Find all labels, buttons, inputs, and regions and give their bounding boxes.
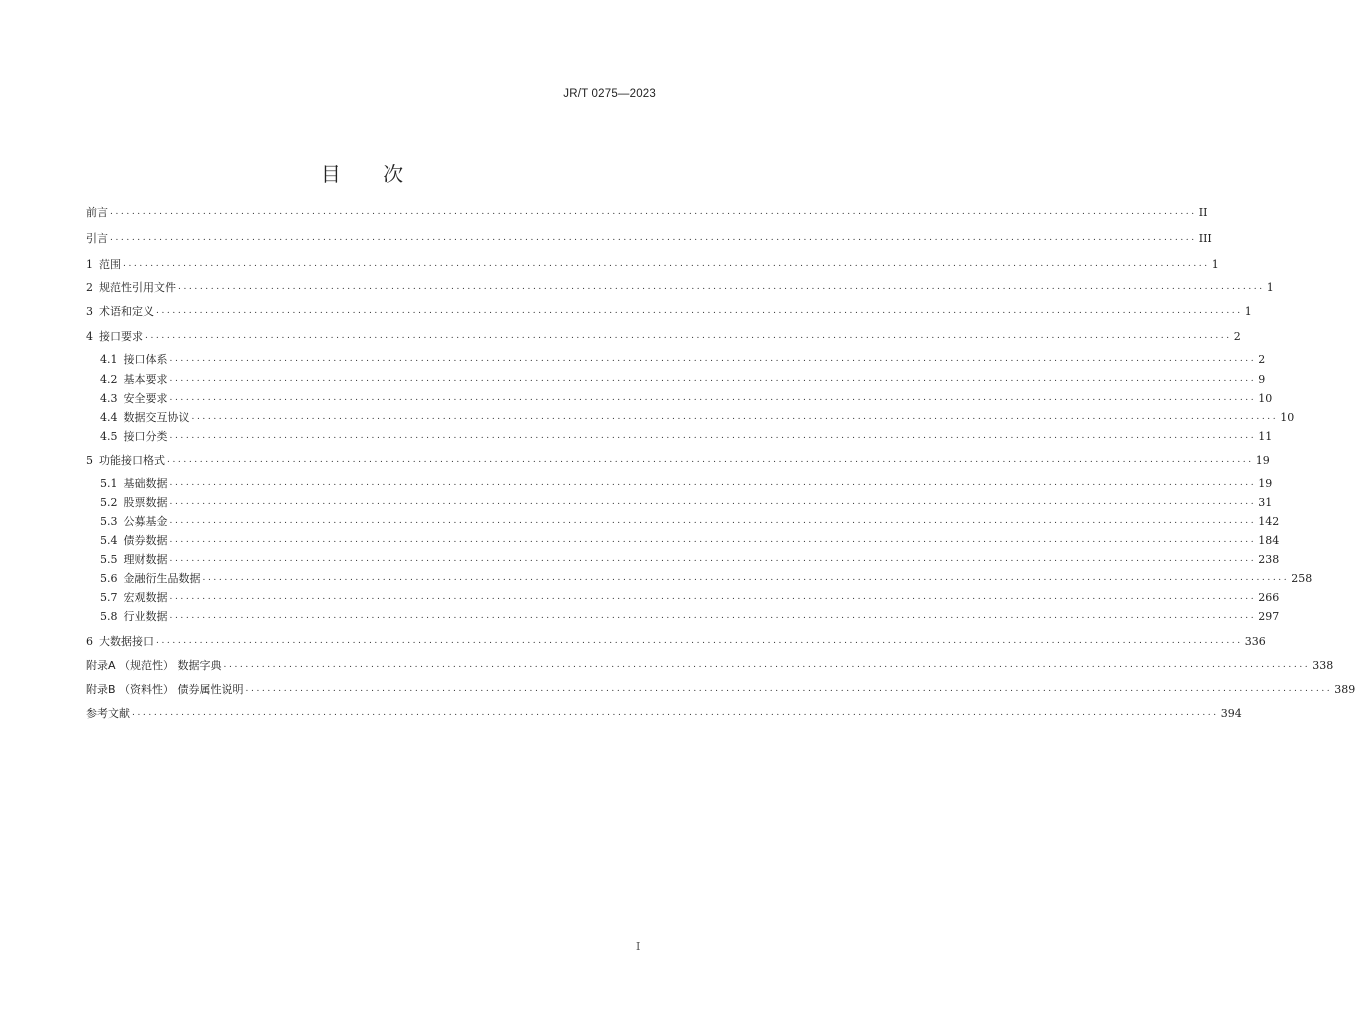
toc-leader-dots: ....................................................................................................................................................................................................... [132, 708, 1219, 718]
toc-entry-label [100, 572, 201, 586]
toc-entry-text: 安全要求 [123, 392, 168, 405]
toc-entry-text: 金融衍生品数据 [123, 572, 201, 585]
toc-entry-text: 规范性引用文件 [99, 281, 176, 294]
toc-entry-label [100, 411, 190, 425]
toc-leader-dots: ....................................................................................................................................................................................................... [156, 306, 1243, 316]
toc-entry-number: 5.5 [100, 553, 118, 566]
toc-entry-page: 2 [1258, 353, 1266, 366]
toc-entry[interactable] [100, 549, 1280, 567]
toc-leader-dots: ....................................................................................................................................................................................................... [178, 282, 1265, 292]
toc-entry-label [100, 534, 168, 548]
toc-entry[interactable] [86, 254, 1219, 272]
toc-leader-dots: ....................................................................................................................................................................................................... [169, 592, 1257, 602]
toc-leader-dots: ....................................................................................................................................................................................................... [169, 554, 1257, 564]
toc-leader-dots: ....................................................................................................................................................................................................... [110, 233, 1197, 243]
toc-entry-number: 5.1 [100, 477, 118, 490]
toc-leader-dots: ....................................................................................................................................................................................................... [191, 412, 1279, 422]
toc-entry-text: 附录A （规范性） 数据字典 [86, 659, 222, 672]
toc-entry-label [86, 330, 143, 344]
toc-leader-dots: ....................................................................................................................................................................................................... [169, 478, 1257, 488]
toc-entry-label [86, 258, 121, 272]
toc-entry-page: 394 [1220, 707, 1242, 720]
toc-entry-page: II [1198, 206, 1208, 219]
toc-entry[interactable] [100, 388, 1273, 406]
toc-entry[interactable] [100, 473, 1273, 491]
title-char-1: 目 [320, 162, 341, 186]
toc-entry[interactable] [86, 450, 1270, 468]
toc-entry-page: 1 [1211, 258, 1219, 271]
toc-entry-label [100, 553, 168, 567]
toc-entry-text: 接口分类 [123, 430, 168, 443]
toc-entry-page: 338 [1312, 659, 1334, 672]
toc-entry-page: 31 [1258, 496, 1273, 509]
toc-entry-number: 4.3 [100, 392, 118, 405]
toc-entry-label [86, 683, 244, 697]
toc-entry[interactable] [86, 277, 1274, 295]
toc-entry-page: 184 [1258, 534, 1280, 547]
toc-entry-text: 引言 [86, 232, 108, 245]
toc-leader-dots: ....................................................................................................................................................................................................... [169, 516, 1257, 526]
toc-entry[interactable] [100, 426, 1273, 444]
toc-entry-page: 19 [1258, 477, 1273, 490]
toc-entry-page: 258 [1291, 572, 1313, 585]
toc-entry-label [100, 392, 168, 406]
toc-entry[interactable] [100, 568, 1313, 586]
toc-entry-number: 4.5 [100, 430, 118, 443]
toc-entry-label [100, 477, 168, 491]
toc-leader-dots: ....................................................................................................................................................................................................... [169, 393, 1257, 403]
toc-entry-text: 参考文献 [86, 707, 130, 720]
toc-entry-page: 142 [1258, 515, 1280, 528]
toc-entry[interactable] [100, 606, 1280, 624]
toc-leader-dots: ....................................................................................................................................................................................................... [167, 455, 1254, 465]
toc-entry-page: 389 [1334, 683, 1355, 696]
toc-entry[interactable] [86, 679, 1355, 697]
toc-entry-page: III [1198, 232, 1212, 245]
toc-entry-text: 数据交互协议 [123, 411, 190, 424]
toc-entry-number: 4.2 [100, 373, 118, 386]
toc-leader-dots: ....................................................................................................................................................................................................... [245, 684, 1333, 694]
toc-entry-label [100, 496, 168, 510]
toc-entry-page: 1 [1244, 305, 1252, 318]
toc-entry-page: 19 [1255, 454, 1270, 467]
toc-entry-number: 4.1 [100, 353, 118, 366]
toc-entry-text: 债券数据 [123, 534, 168, 547]
toc-entry-text: 宏观数据 [123, 591, 168, 604]
toc-entry-number: 5.6 [100, 572, 118, 585]
toc-entry-text: 术语和定义 [99, 305, 154, 318]
toc-entry-number: 5.4 [100, 534, 118, 547]
toc-entry-label [100, 610, 168, 624]
toc-entry-page: 238 [1258, 553, 1280, 566]
toc-entry-label [100, 430, 168, 444]
toc-entry[interactable] [86, 301, 1252, 319]
toc-entry-text: 接口体系 [123, 353, 168, 366]
toc-entry-page: 11 [1258, 430, 1273, 443]
page-number: I [636, 940, 641, 953]
toc-entry-text: 大数据接口 [99, 635, 154, 648]
toc-entry[interactable] [100, 349, 1266, 367]
toc-entry[interactable] [86, 655, 1334, 673]
title-char-2: 次 [383, 162, 404, 186]
toc-entry-text: 基础数据 [123, 477, 168, 490]
toc-entry-text: 基本要求 [123, 373, 168, 386]
toc-entry[interactable] [86, 631, 1266, 649]
toc-entry-number: 1 [86, 258, 93, 271]
toc-entry-label [86, 305, 154, 319]
toc-entry-label [100, 515, 168, 529]
toc-entry-label [100, 353, 168, 367]
toc-leader-dots: ....................................................................................................................................................................................................... [223, 660, 1311, 670]
toc-leader-dots: ....................................................................................................................................................................................................... [145, 331, 1232, 341]
toc-leader-dots: ....................................................................................................................................................................................................... [156, 636, 1243, 646]
page-title [0, 158, 724, 187]
toc-entry-label [86, 659, 222, 673]
toc-entry-text: 理财数据 [123, 553, 168, 566]
toc-entry-label [86, 635, 154, 649]
toc-entry-label [86, 232, 108, 246]
toc-entry[interactable] [100, 407, 1295, 425]
toc-entry-text: 附录B （资料性） 债券属性说明 [86, 683, 244, 696]
toc-entry[interactable] [86, 228, 1212, 246]
toc-leader-dots: ....................................................................................................................................................................................................... [202, 573, 1290, 583]
toc-entry-label [86, 707, 130, 721]
toc-entry-page: 1 [1266, 281, 1274, 294]
toc-entry-number: 5.7 [100, 591, 118, 604]
toc-entry[interactable] [100, 511, 1280, 529]
toc-entry-page: 10 [1280, 411, 1295, 424]
toc-entry-text: 行业数据 [123, 610, 168, 623]
toc-entry[interactable] [86, 326, 1241, 344]
toc-entry[interactable] [86, 703, 1242, 721]
toc-entry[interactable] [100, 530, 1280, 548]
toc-leader-dots: ....................................................................................................................................................................................................... [169, 535, 1257, 545]
toc-entry-page: 9 [1258, 373, 1266, 386]
toc-leader-dots: ....................................................................................................................................................................................................... [169, 374, 1257, 384]
toc-entry-text: 股票数据 [123, 496, 168, 509]
toc-entry-page: 266 [1258, 591, 1280, 604]
toc-leader-dots: ....................................................................................................................................................................................................... [110, 207, 1197, 217]
toc-entry-page: 2 [1233, 330, 1241, 343]
toc-entry-text: 接口要求 [99, 330, 143, 343]
toc-entry-label [100, 373, 168, 387]
toc-entry[interactable] [100, 587, 1280, 605]
toc-entry[interactable] [100, 492, 1273, 510]
toc-entry-page: 10 [1258, 392, 1273, 405]
toc-entry[interactable] [100, 369, 1266, 387]
toc-entry-number: 5 [86, 454, 93, 467]
toc-entry-label [86, 206, 108, 220]
toc-entry-text: 功能接口格式 [99, 454, 165, 467]
toc-entry-number: 5.8 [100, 610, 118, 623]
toc-entry-number: 4.4 [100, 411, 118, 424]
toc-leader-dots: ....................................................................................................................................................................................................... [169, 497, 1257, 507]
toc-leader-dots: ....................................................................................................................................................................................................... [169, 431, 1257, 441]
toc-entry-text: 范围 [99, 258, 121, 271]
toc-leader-dots: ....................................................................................................................................................................................................... [169, 611, 1257, 621]
toc-entry-number: 4 [86, 330, 93, 343]
toc-entry-number: 3 [86, 305, 93, 318]
toc-entry-text: 前言 [86, 206, 108, 219]
toc-entry-number: 5.3 [100, 515, 118, 528]
standard-code: JR/T 0275—2023 [563, 88, 656, 100]
toc-leader-dots: ....................................................................................................................................................................................................... [123, 259, 1210, 269]
toc-entry-label [86, 281, 176, 295]
toc-entry-label [100, 591, 168, 605]
toc-entry[interactable] [86, 202, 1208, 220]
toc-leader-dots: ....................................................................................................................................................................................................... [169, 354, 1257, 364]
toc-entry-page: 336 [1244, 635, 1266, 648]
toc-entry-page: 297 [1258, 610, 1280, 623]
toc-entry-number: 2 [86, 281, 93, 294]
toc-entry-text: 公募基金 [123, 515, 168, 528]
toc-entry-number: 6 [86, 635, 93, 648]
toc-entry-number: 5.2 [100, 496, 118, 509]
toc-entry-label [86, 454, 165, 468]
